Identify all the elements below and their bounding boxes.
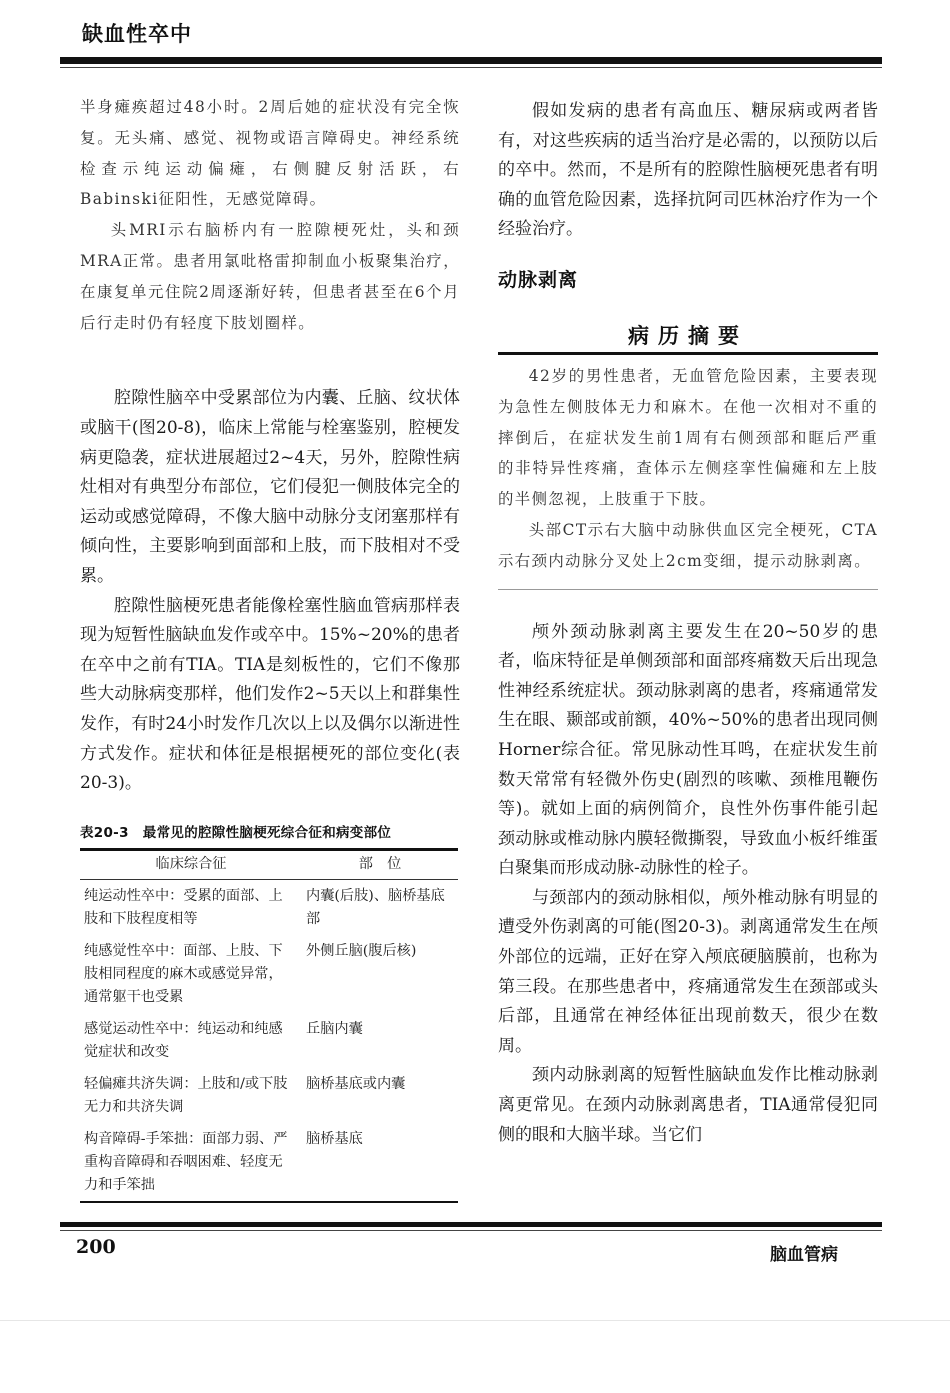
body-paragraph: 腔隙性脑梗死患者能像栓塞性脑血管病那样表现为短暂性脑缺血发作或卒中。15%~20%的患者在卒中之前有TIA。TIA是刻板性的，它们不像那些大动脉病变那样，他们发作2~5天以上和群集性发作，有时24小时发作几次以上以及偶尔以渐进性方式发作。症状和体征是根据梗死的部位变化(表20-3)。 <box>80 595 460 794</box>
right-intro <box>498 97 878 245</box>
syndrome-cell: 纯感觉性卒中：面部、上肢、下肢相同程度的麻木或感觉异常，通常躯干也受累 <box>84 942 283 1005</box>
case-paragraph: 头MRI示右脑桥内有一腔隙梗死灶，头和颈MRA正常。患者用氯吡格雷抑制血小板聚集治疗，在康复单元住院2周逐渐好转，但患者甚至在6个月后行走时仍有轻度下肢划圈样。 <box>80 221 460 332</box>
case-continued <box>80 92 460 338</box>
syndrome-cell: 轻偏瘫共济失调：上肢和/或下肢无力和共济失调 <box>84 1075 288 1115</box>
location-cell: 内囊(后肢)、脑桥基底部 <box>306 887 445 927</box>
syndrome-cell: 纯运动性卒中：受累的面部、上肢和下肢程度相等 <box>84 887 283 927</box>
right-body-text <box>498 618 878 1151</box>
body-paragraph: 与颈部内的颈动脉相似，颅外椎动脉有明显的遭受外伤剥离的可能(图20-3)。剥离通常发生在颅外部位的远端，正好在穿入颅底硬脑膜前，也称为第三段。在那些患者中，疼痛通常发生在颈部或头后部，且通常在神经体征出现前数天，很少在数周。 <box>498 887 878 1056</box>
case-paragraph: 半身瘫痪超过48小时。2周后她的症状没有完全恢复。无头痛、感觉、视物或语言障碍史。神经系统检查示纯运动偏瘫，右侧腱反射活跃，右Babinski征阳性，无感觉障碍。 <box>80 98 460 209</box>
page-number: 200 <box>76 1236 116 1258</box>
header-rule-thin <box>60 67 882 68</box>
right-column <box>498 97 878 1150</box>
table-header-row <box>80 849 458 879</box>
body-paragraph: 颅外颈动脉剥离主要发生在20~50岁的患者，临床特征是单侧颈部和面部疼痛数天后出现急性神经系统症状。颈动脉剥离的患者，疼痛通常发生在眼、颞部或前额，40%~50%的患者出现同侧Horner综合征。常见脉动性耳鸣，在症状发生前数天常常有轻微外伤史(剧烈的咳嗽、颈椎甩鞭伤等)。就如上面的病例简介，良性外伤事件能引起颈动脉或椎动脉内膜轻微撕裂，导致血小板纤维蛋白聚集而形成动脉-动脉性的栓子。 <box>498 621 878 879</box>
body-paragraph: 假如发病的患者有高血压、糖尿病或两者皆有，对这些疾病的适当治疗是必需的，以预防以后的卒中。然而，不是所有的腔隙性脑梗死患者有明确的血管危险因素，选择抗阿司匹林治疗作为一个经验治疗。 <box>498 101 878 240</box>
left-column <box>80 92 460 1203</box>
table-title: 最常见的腔隙性脑梗死综合征和病变部位 <box>142 824 392 841</box>
location-cell: 脑桥基底或内囊 <box>306 1075 406 1092</box>
table-label: 表20-3 <box>80 824 129 841</box>
case-paragraph: 头部CT示右大脑中动脉供血区完全梗死，CTA示右颈内动脉分叉处上2cm变细，提示动脉剥离。 <box>498 520 878 570</box>
scan-edge-line <box>0 1320 950 1321</box>
header-rule <box>60 57 882 64</box>
footer-rule-thin <box>60 1230 882 1231</box>
case-box-title-text: 病历摘要 <box>628 322 748 348</box>
column-header-location: 部 位 <box>302 849 458 879</box>
location-cell: 脑桥基底 <box>302 1123 458 1202</box>
lacunar-syndrome-table <box>80 848 458 1203</box>
location-cell: 丘脑内囊 <box>306 1020 363 1037</box>
running-foot: 脑血管病 <box>770 1245 838 1265</box>
left-body-text <box>80 384 460 798</box>
table-row <box>80 879 458 935</box>
table-row <box>80 1068 458 1123</box>
table-row <box>80 935 458 1013</box>
location-cell: 外侧丘脑(腹后核) <box>306 942 417 959</box>
body-paragraph: 腔隙性脑卒中受累部位为内囊、丘脑、纹状体或脑干(图20-8)，临床上常能与栓塞鉴别，腔梗发病更隐袭，症状进展超过2~4天，另外，腔隙性病灶相对有典型分布部位，它们侵犯一侧肢体完全的运动或感觉障碍，不像大脑中动脉分支闭塞那样有倾向性，主要影响到面部和上肢，而下肢相对不受累。 <box>80 388 460 586</box>
case-paragraph: 42岁的男性患者，无血管危险因素，主要表现为急性左侧肢体无力和麻木。在他一次相对不重的摔倒后，在症状发生前1周有右侧颈部和眶后严重的非特异性疼痛，查体示左侧痉挛性偏瘫和左上肢的半侧忽视，上肢重于下肢。 <box>498 366 878 509</box>
table-row <box>80 1013 458 1068</box>
running-head: 缺血性卒中 <box>82 22 192 46</box>
footer-rule <box>60 1222 882 1227</box>
column-header-syndrome: 临床综合征 <box>80 849 302 879</box>
case-box-title <box>498 316 878 355</box>
section-heading: 动脉剥离 <box>498 268 579 291</box>
table-caption <box>80 821 460 841</box>
syndrome-cell: 感觉运动性卒中：纯运动和纯感觉症状和改变 <box>84 1020 283 1060</box>
syndrome-cell: 构音障碍-手笨拙：面部力弱、严重构音障碍和吞咽困难、轻度无力和手笨拙 <box>80 1123 302 1202</box>
body-paragraph: 颈内动脉剥离的短暂性脑缺血发作比椎动脉剥离更常见。在颈内动脉剥离患者，TIA通常侵犯同侧的眼和大脑半球。当它们 <box>498 1065 878 1145</box>
table-row <box>80 1123 458 1202</box>
case-box-bottom-rule <box>498 589 878 590</box>
case-summary <box>498 361 878 577</box>
